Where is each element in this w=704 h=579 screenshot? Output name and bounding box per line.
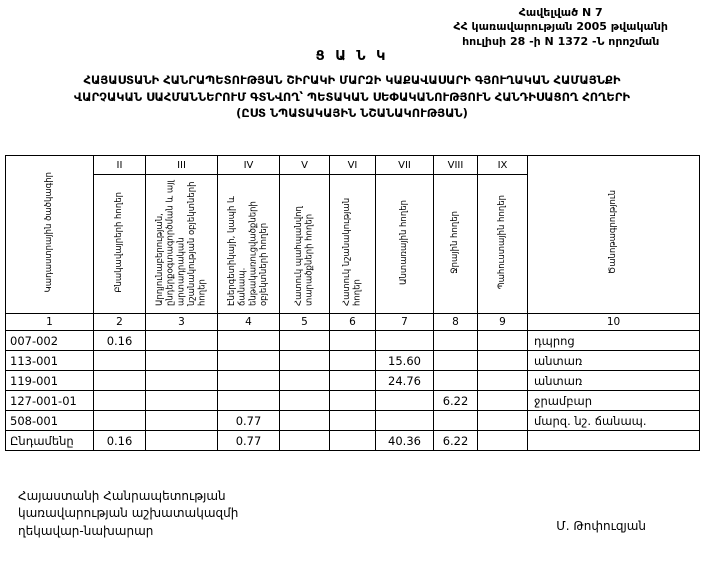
cell-value xyxy=(478,411,528,431)
column-number-10: 10 xyxy=(528,314,700,331)
cell-value xyxy=(478,331,528,351)
cell-value xyxy=(280,431,330,451)
col-header-text: Էներգետիկայի, կապի և ճանապ. ենթակառուցվածքների օբյեկտների հողեր xyxy=(227,196,270,306)
header-row-numbers xyxy=(6,314,700,331)
roman-numeral-III: III xyxy=(146,156,218,175)
cell-value xyxy=(280,331,330,351)
header-row-roman xyxy=(6,156,700,175)
column-number-7: 7 xyxy=(376,314,434,331)
cell-code: 007-002 xyxy=(6,331,94,351)
cell-value xyxy=(94,391,146,411)
cell-note: մարզ. նշ. ճանապ. xyxy=(528,411,700,431)
cell-note: անտառ xyxy=(528,351,700,371)
cell-value xyxy=(478,431,528,451)
cell-value xyxy=(330,371,376,391)
signatory-title-block xyxy=(18,488,238,540)
cell-value xyxy=(146,351,218,371)
col-header-category xyxy=(280,175,330,314)
col-header-category xyxy=(434,175,478,314)
cell-value: 0.16 xyxy=(94,431,146,451)
appendix-line: հուլիսի 28 -ի N 1372 -Ն որոշման xyxy=(462,34,660,48)
col-header-text: Հատուկ նշանակության հողեր xyxy=(341,197,363,306)
column-number-8: 8 xyxy=(434,314,478,331)
roman-numeral-VI: VI xyxy=(330,156,376,175)
signatory-title-line: ղեկավար-նախարար xyxy=(18,523,154,538)
cell-value xyxy=(280,391,330,411)
column-number-2: 2 xyxy=(94,314,146,331)
col-header-category xyxy=(478,175,528,314)
appendix-line: ՀՀ կառավարության 2005 թվականի xyxy=(453,20,668,34)
column-number-3: 3 xyxy=(146,314,218,331)
column-number-1: 1 xyxy=(6,314,94,331)
cell-value xyxy=(478,371,528,391)
col-header-category xyxy=(146,175,218,314)
signature-name: Մ. Թոփուզյան xyxy=(556,519,646,533)
cell-value xyxy=(434,411,478,431)
col-header-category xyxy=(330,175,376,314)
col-header-text: Արդյունաբերության, ընդերքօգտագործման և այլ արտադրական նշանակության օբյեկտների հողեր xyxy=(154,180,208,306)
cell-code: Ընդամենը xyxy=(6,431,94,451)
roman-numeral-V: V xyxy=(280,156,330,175)
cell-value xyxy=(434,331,478,351)
cell-value xyxy=(376,331,434,351)
cell-value xyxy=(146,411,218,431)
col-header-cadastral-code xyxy=(6,156,94,314)
column-number-9: 9 xyxy=(478,314,528,331)
col-header-text: Կադաստրային ծածկագիր xyxy=(44,172,55,293)
col-header-category xyxy=(376,175,434,314)
roman-numeral-VII: VII xyxy=(376,156,434,175)
signatory-title-line: կառավարության աշխատակազմի xyxy=(18,506,239,521)
roman-numeral-II: II xyxy=(94,156,146,175)
cell-value: 0.77 xyxy=(218,411,280,431)
cell-value xyxy=(478,391,528,411)
cell-value: 0.77 xyxy=(218,431,280,451)
roman-numeral-IV: IV xyxy=(218,156,280,175)
cell-value xyxy=(434,351,478,371)
cell-value xyxy=(434,371,478,391)
cell-value xyxy=(330,431,376,451)
col-header-text: Ջրային հողեր xyxy=(450,210,461,274)
cell-value xyxy=(330,351,376,371)
cell-value: 6.22 xyxy=(434,431,478,451)
cell-value xyxy=(218,371,280,391)
cell-value: 24.76 xyxy=(376,371,434,391)
col-header-text: Հատուկ պահպանվող տարածքների հողեր xyxy=(293,206,315,306)
appendix-line: Հավելված N 7 xyxy=(518,6,603,19)
cell-value xyxy=(94,371,146,391)
table-row xyxy=(6,391,700,411)
cell-value xyxy=(376,391,434,411)
cell-value xyxy=(280,371,330,391)
cell-value: 15.60 xyxy=(376,351,434,371)
cell-value xyxy=(218,391,280,411)
heading-line: (ԸՍՏ ՆՊԱՏԱԿԱՅԻՆ ՆՇԱՆԱԿՈՒԹՅԱՆ) xyxy=(236,106,468,121)
cell-code: 508-001 xyxy=(6,411,94,431)
col-header-note xyxy=(528,156,700,314)
cell-value xyxy=(280,411,330,431)
table-row xyxy=(6,351,700,371)
cell-value xyxy=(478,351,528,371)
col-header-category xyxy=(218,175,280,314)
cell-code: 119-001 xyxy=(6,371,94,391)
land-table xyxy=(5,155,700,451)
heading-line: ՎԱՐՉԱԿԱՆ ՍԱՀՄԱՆՆԵՐՈՒՄ ԳՏՆՎՈՂ՝ ՊԵՏԱԿԱՆ ՍԵՓԱԿԱՆՈՒԹՅՈՒՆ ՀԱՆԴԻՍԱՑՈՂ ՀՈՂԵՐԻ xyxy=(73,89,631,104)
cell-code: 113-001 xyxy=(6,351,94,371)
heading-line: ՀԱՅԱՍՏԱՆԻ ՀԱՆՐԱՊԵՏՈՒԹՅԱՆ ՇԻՐԱԿԻ ՄԱՐԶԻ ԿԱՔԱՎԱՍԱՐԻ ԳՅՈՒՂԱԿԱՆ ՀԱՄԱՅՆՔԻ xyxy=(83,73,621,87)
table-row xyxy=(6,411,700,431)
cell-note: ջրամբար xyxy=(528,391,700,411)
col-header-category xyxy=(94,175,146,314)
cell-value xyxy=(218,351,280,371)
roman-numeral-IX: IX xyxy=(478,156,528,175)
cell-value xyxy=(146,371,218,391)
cell-value xyxy=(146,431,218,451)
col-header-text: Ծանոթագրություն xyxy=(608,190,619,275)
signatory-title-line: Հայաստանի Հանրապետության xyxy=(18,489,226,503)
column-number-6: 6 xyxy=(330,314,376,331)
table-row xyxy=(6,331,700,351)
cell-value xyxy=(94,351,146,371)
cell-value xyxy=(218,331,280,351)
col-header-text: Բնակավայրերի հողեր xyxy=(114,191,125,293)
total-row xyxy=(6,431,700,451)
cell-value: 0.16 xyxy=(94,331,146,351)
cell-value: 6.22 xyxy=(434,391,478,411)
appendix-block xyxy=(453,6,668,49)
cell-code: 127-001-01 xyxy=(6,391,94,411)
table-row xyxy=(6,371,700,391)
cell-value xyxy=(146,391,218,411)
cell-value: 40.36 xyxy=(376,431,434,451)
cell-value xyxy=(330,331,376,351)
cell-value xyxy=(376,411,434,431)
cell-note: դպրոց xyxy=(528,331,700,351)
cell-value xyxy=(280,351,330,371)
column-number-4: 4 xyxy=(218,314,280,331)
col-header-text: Պահուստային հողեր xyxy=(497,194,508,290)
cell-note xyxy=(528,431,700,451)
column-number-5: 5 xyxy=(280,314,330,331)
cell-value xyxy=(330,391,376,411)
col-header-text: Անտառային հողեր xyxy=(399,199,410,285)
cell-value xyxy=(146,331,218,351)
cell-value xyxy=(330,411,376,431)
cell-value xyxy=(94,411,146,431)
document-heading xyxy=(0,72,704,122)
list-title: Ց Ա Ն Կ xyxy=(315,49,389,64)
roman-numeral-VIII: VIII xyxy=(434,156,478,175)
cell-note: անտառ xyxy=(528,371,700,391)
